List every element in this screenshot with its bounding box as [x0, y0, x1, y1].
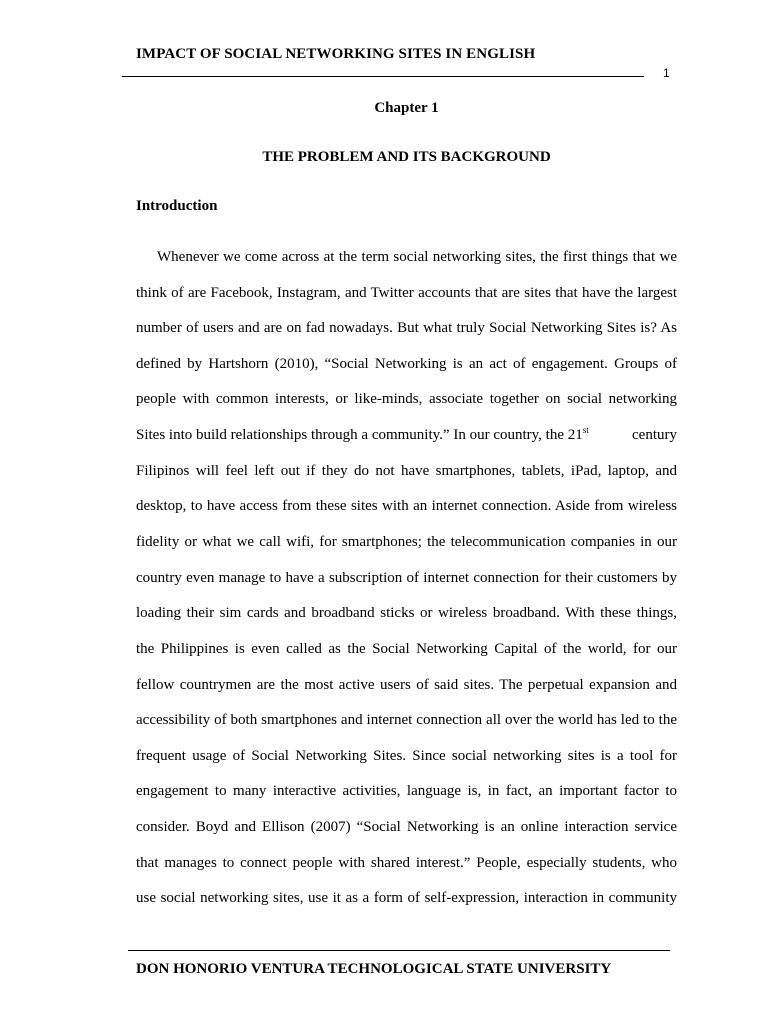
header-rule-accent — [252, 76, 644, 77]
paragraph-line: think of are Facebook, Instagram, and Twitter accounts that are sites that have the largest — [136, 285, 677, 301]
section-title: THE PROBLEM AND ITS BACKGROUND — [262, 149, 551, 165]
paragraph-line: fidelity or what we call wifi, for smartphones; the telecommunication companies in our — [136, 534, 677, 550]
line-tail-word: century — [632, 427, 677, 443]
paragraph-line: accessibility of both smartphones and internet connection all over the world has led to the — [136, 712, 677, 728]
paragraph-line: frequent usage of Social Networking Sites. Since social networking sites is a tool for — [136, 748, 677, 764]
ordinal-superscript: st — [582, 425, 589, 435]
paragraph-line: Filipinos will feel left out if they do not have smartphones, tablets, iPad, laptop, and — [136, 463, 677, 479]
paragraph-line: people with common interests, or like-minds, associate together on social networking — [136, 391, 677, 407]
paragraph-line: desktop, to have access from these sites with an internet connection. Aside from wireless — [136, 498, 677, 514]
footer-rule-accent — [262, 950, 670, 951]
paragraph-line: Whenever we come across at the term social networking sites, the first things that we — [157, 249, 677, 265]
running-header-title: IMPACT OF SOCIAL NETWORKING SITES IN ENGLISH — [136, 46, 536, 62]
paragraph-line: fellow countrymen are the most active users of said sites. The perpetual expansion and — [136, 677, 677, 693]
paragraph-line: loading their sim cards and broadband sticks or wireless broadband. With these things, — [136, 605, 677, 621]
paragraph-line — [136, 426, 677, 444]
paragraph-line: engagement to many interactive activities, language is, in fact, an important factor to — [136, 783, 677, 799]
footer-institution: DON HONORIO VENTURA TECHNOLOGICAL STATE UNIVERSITY — [136, 961, 612, 977]
chapter-heading: Chapter 1 — [374, 100, 439, 116]
paragraph-line: number of users and are on fad nowadays. But what truly Social Networking Sites is? As — [136, 320, 677, 336]
paragraph-line: country even manage to have a subscription of internet connection for their customers by — [136, 570, 677, 586]
introduction-subheading: Introduction — [136, 198, 218, 214]
paragraph-line: the Philippines is even called as the Social Networking Capital of the world, for our — [136, 641, 677, 657]
paragraph-line: consider. Boyd and Ellison (2007) “Social Networking is an online interaction service — [136, 819, 677, 835]
paragraph-line: that manages to connect people with shared interest.” People, especially students, who — [136, 855, 677, 871]
page-number: 1 — [663, 66, 670, 80]
line-text-with-ordinal: Sites into build relationships through a community.” In our country, the 21st — [136, 425, 589, 443]
paragraph-line: defined by Hartshorn (2010), “Social Networking is an act of engagement. Groups of — [136, 356, 677, 372]
paragraph-line: use social networking sites, use it as a form of self-expression, interaction in community — [136, 890, 677, 906]
